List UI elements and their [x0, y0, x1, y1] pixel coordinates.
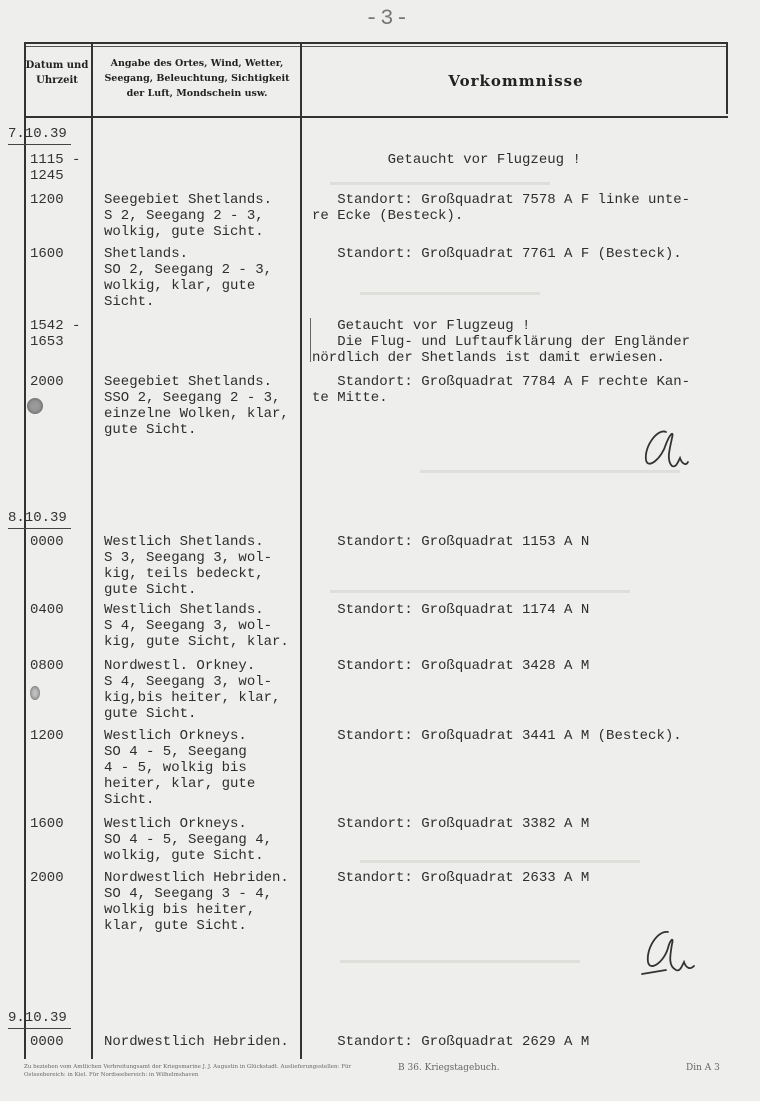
header-location-weather: Angabe des Ortes, Wind, Wetter, Seegang, Beleuchtung, Sichtigkeit der Luft, Mondschein usw. — [104, 58, 290, 99]
entry-time: 1115 - 1245 — [30, 152, 81, 184]
footer-imprint: Zu beziehen vom Amtlichen Verbreitungsamt der Kriegsmarine J. J. Augustin in Glückstadt. Auslieferungsstellen: Für Ostseebereich: in Kiel. Für Nordseebereich: in Wilhelmshaven — [24, 1064, 352, 1078]
entry-time: 2000 — [30, 870, 64, 886]
column-divider-1 — [91, 44, 93, 1059]
entry-time: 0400 — [30, 602, 64, 618]
entry-event: Standort: Großquadrat 2629 A M — [312, 1034, 590, 1050]
entry-location-weather: Nordwestlich Hebriden. — [104, 1034, 289, 1050]
entry-event: Standort: Großquadrat 3428 A M — [312, 658, 590, 674]
header-events: Vorkommnisse — [448, 72, 584, 90]
entry-time: 0000 — [30, 534, 64, 550]
entry-time: 1200 — [30, 192, 64, 208]
table-top-rule — [24, 42, 728, 44]
entry-time: 1600 — [30, 816, 64, 832]
bleed-through-mark — [330, 590, 630, 593]
entry-event: Standort: Großquadrat 1174 A N — [312, 602, 590, 618]
entry-time: 0000 — [30, 1034, 64, 1050]
entry-location-weather: Westlich Shetlands. S 4, Seegang 3, wol- kig, gute Sicht, klar. — [104, 602, 289, 650]
entry-time: 0800 — [30, 658, 64, 674]
entry-location-weather: Nordwestl. Orkney. S 4, Seegang 3, wol- kig,bis heiter, klar, gute Sicht. — [104, 658, 281, 722]
header-bottom-rule — [24, 116, 728, 118]
entry-location-weather: Nordwestlich Hebriden. SO 4, Seegang 3 - 4, wolkig bis heiter, klar, gute Sicht. — [104, 870, 289, 934]
footer-form-number: B 36. Kriegstagebuch. — [398, 1063, 500, 1073]
bleed-through-mark — [360, 860, 640, 863]
table-top-rule-thin — [24, 46, 728, 47]
bleed-through-mark — [340, 960, 580, 963]
entry-event: Standort: Großquadrat 3441 A M (Besteck). — [312, 728, 682, 744]
date-text: 8.10.39 — [8, 510, 67, 526]
column-divider-left — [24, 44, 26, 1059]
entry-event: Standort: Großquadrat 7761 A F (Besteck). — [312, 246, 682, 262]
handwritten-initials — [636, 424, 692, 474]
entry-event: Standort: Großquadrat 1153 A N — [312, 534, 590, 550]
date-text: 7.10.39 — [8, 126, 67, 142]
date-marker — [8, 1010, 67, 1026]
punch-hole — [27, 398, 43, 414]
entry-time: 2000 — [30, 374, 64, 390]
bleed-through-mark — [420, 470, 680, 473]
entry-event: Standort: Großquadrat 7784 A F rechte Kan- te Mitte. — [312, 374, 691, 406]
date-marker — [8, 510, 67, 526]
handwritten-initials — [636, 926, 696, 982]
footer-paper-size: Din A 3 — [686, 1063, 720, 1073]
margin-bracket — [310, 318, 311, 362]
entry-time: 1542 - 1653 — [30, 318, 81, 350]
date-marker — [8, 126, 67, 142]
entry-event: Standort: Großquadrat 2633 A M — [312, 870, 590, 886]
entry-event: Standort: Großquadrat 7578 A F linke unte- re Ecke (Besteck). — [312, 192, 691, 224]
entry-location-weather: Seegebiet Shetlands. SSO 2, Seegang 2 - 3, einzelne Wolken, klar, gute Sicht. — [104, 374, 289, 438]
entry-location-weather: Westlich Orkneys. SO 4 - 5, Seegang 4, wolkig, gute Sicht. — [104, 816, 273, 864]
entry-location-weather: Westlich Orkneys. SO 4 - 5, Seegang 4 - 5, wolkig bis heiter, klar, gute Sicht. — [104, 728, 256, 808]
entry-event: Getaucht vor Flugzeug ! Die Flug- und Luftaufklärung der Engländer nördlich der Shetlands ist damit erwiesen. — [312, 318, 691, 366]
header-date-time: Datum und Uhrzeit — [25, 60, 89, 86]
page-number: -3- — [365, 6, 411, 31]
entry-time: 1200 — [30, 728, 64, 744]
entry-event: Standort: Großquadrat 3382 A M — [312, 816, 590, 832]
entry-location-weather: Westlich Shetlands. S 3, Seegang 3, wol- kig, teils bedeckt, gute Sicht. — [104, 534, 273, 598]
entry-time: 1600 — [30, 246, 64, 262]
entry-location-weather: Shetlands. SO 2, Seegang 2 - 3, wolkig, klar, gute Sicht. — [104, 246, 273, 310]
bleed-through-mark — [330, 182, 550, 185]
entry-event: Getaucht vor Flugzeug ! — [312, 152, 581, 168]
date-text: 9.10.39 — [8, 1010, 67, 1026]
bleed-through-mark — [360, 292, 540, 295]
punch-hole — [30, 686, 40, 700]
entry-location-weather: Seegebiet Shetlands. S 2, Seegang 2 - 3, wolkig, gute Sicht. — [104, 192, 273, 240]
